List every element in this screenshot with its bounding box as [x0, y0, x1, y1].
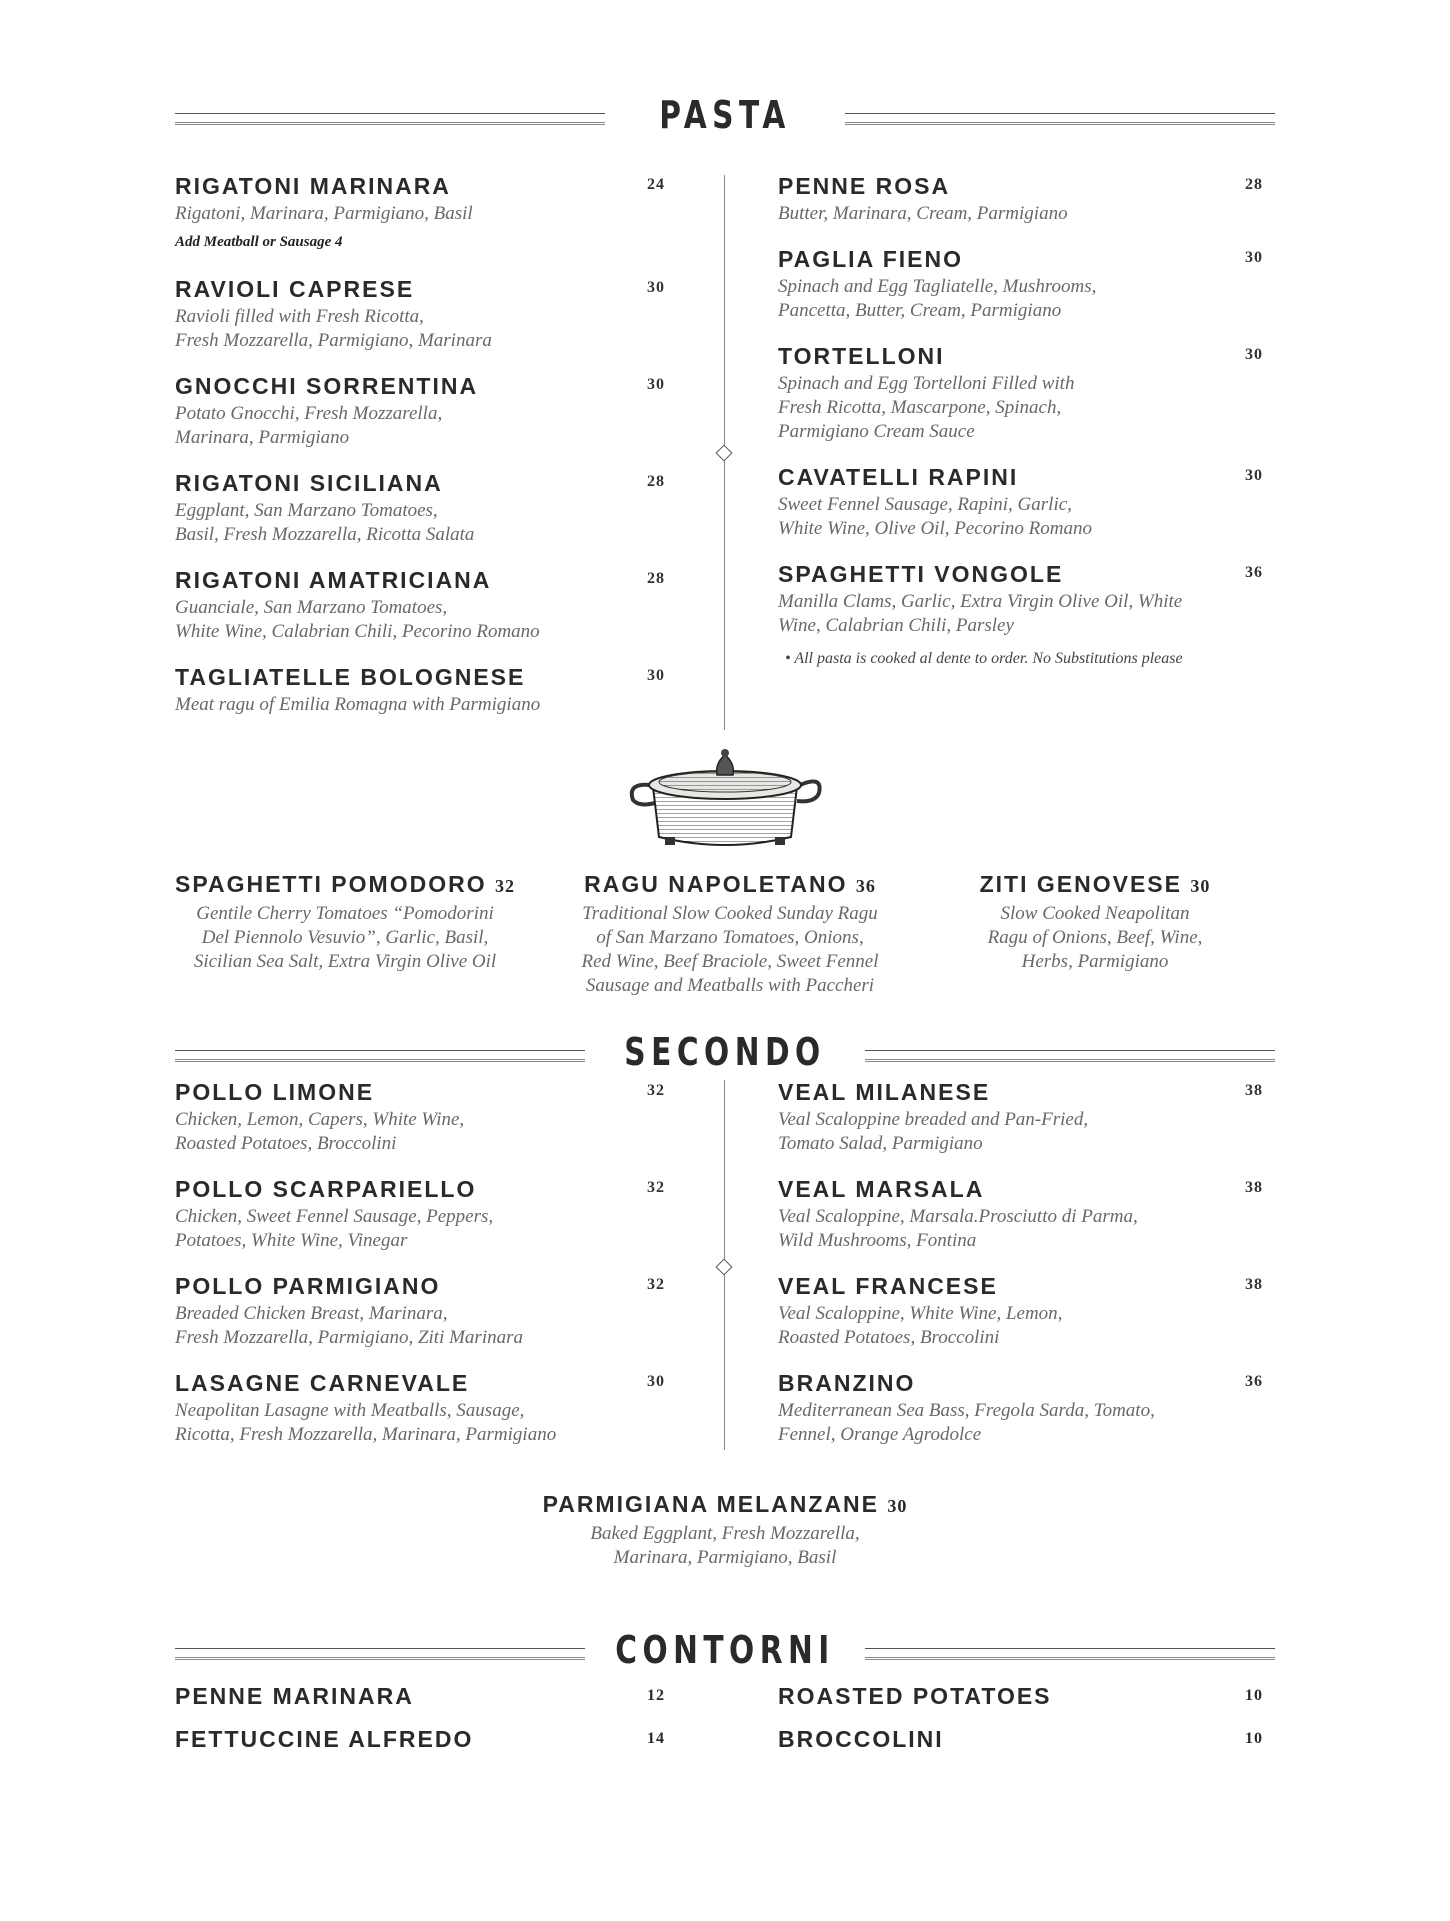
- menu-item: [175, 172, 665, 251]
- item-description: Butter, Marinara, Cream, Parmigiano: [778, 203, 1068, 224]
- item-description: Neapolitan Lasagne with Meatballs, Sausage, Ricotta, Fresh Mozzarella, Marinara, Parmigiano: [175, 1400, 557, 1445]
- item-name: PENNE MARINARA: [175, 1683, 414, 1709]
- item-description: Mediterranean Sea Bass, Fregola Sarda, Tomato, Fennel, Orange Agrodolce: [778, 1400, 1155, 1445]
- contorni-section-header: [175, 1620, 1275, 1680]
- item-name: TAGLIATELLE BOLOGNESE: [175, 664, 526, 690]
- item-name: LASAGNE CARNEVALE: [175, 1370, 470, 1396]
- item-name: ROASTED POTATOES: [778, 1683, 1052, 1709]
- item-price: 30: [647, 1373, 665, 1390]
- item-price: 36: [1245, 1373, 1263, 1390]
- item-name: VEAL MILANESE: [778, 1079, 991, 1105]
- item-description: Guanciale, San Marzano Tomatoes, White Wine, Calabrian Chili, Pecorino Romano: [175, 597, 540, 642]
- divider-diamond-ornament: [716, 445, 733, 462]
- item-description: Baked Eggplant, Fresh Mozzarella, Marinara, Parmigiano, Basil: [590, 1523, 860, 1568]
- menu-item: [175, 663, 665, 717]
- menu-item: [778, 1175, 1263, 1253]
- item-price: 30: [647, 667, 665, 684]
- secondo-section-header: [175, 1022, 1275, 1082]
- item-description: Eggplant, San Marzano Tomatoes, Basil, Fresh Mozzarella, Ricotta Salata: [175, 500, 475, 545]
- header-rule-right: [845, 113, 1275, 125]
- item-name: POLLO SCARPARIELLO: [175, 1176, 477, 1202]
- menu-item: [175, 275, 665, 353]
- side-item: [778, 1683, 1263, 1713]
- menu-item: [778, 560, 1263, 638]
- item-name: VEAL FRANCESE: [778, 1273, 998, 1299]
- section-title: SECONDO: [624, 1030, 826, 1074]
- item-name: FETTUCCINE ALFREDO: [175, 1726, 474, 1752]
- item-description: Rigatoni, Marinara, Parmigiano, Basil: [175, 203, 473, 224]
- item-description: Chicken, Sweet Fennel Sausage, Peppers, Potatoes, White Wine, Vinegar: [175, 1206, 494, 1251]
- item-price: 38: [1245, 1276, 1263, 1293]
- item-price: 28: [647, 473, 665, 490]
- item-name: CAVATELLI RAPINI: [778, 464, 1019, 490]
- item-name: GNOCCHI SORRENTINA: [175, 373, 479, 399]
- item-description: Spinach and Egg Tagliatelle, Mushrooms, Pancetta, Butter, Cream, Parmigiano: [778, 276, 1097, 321]
- item-price: 30: [887, 1496, 908, 1516]
- item-price: 32: [494, 876, 515, 896]
- menu-item: [175, 372, 665, 450]
- featured-item: [545, 870, 915, 998]
- menu-item: [175, 1272, 665, 1350]
- side-item: [175, 1726, 665, 1756]
- item-name: SPAGHETTI VONGOLE: [778, 561, 1064, 587]
- item-description: Ravioli filled with Fresh Ricotta, Fresh Mozzarella, Parmigiano, Marinara: [175, 306, 492, 351]
- menu-item: [778, 1272, 1263, 1350]
- pasta-note: • All pasta is cooked al dente to order. No Substitutions please: [785, 650, 1183, 667]
- item-name: BROCCOLINI: [778, 1726, 944, 1752]
- item-price: 30: [1190, 876, 1211, 896]
- item-price: 36: [855, 876, 876, 896]
- item-price: 14: [647, 1730, 665, 1747]
- item-price: 32: [647, 1082, 665, 1099]
- item-name: VEAL MARSALA: [778, 1176, 985, 1202]
- item-description: Breaded Chicken Breast, Marinara, Fresh Mozzarella, Parmigiano, Ziti Marinara: [175, 1303, 523, 1348]
- item-price: 32: [647, 1276, 665, 1293]
- item-name: RAVIOLI CAPRESE: [175, 276, 415, 302]
- side-item: [175, 1683, 665, 1713]
- section-title: PASTA: [659, 93, 791, 137]
- menu-item: [175, 566, 665, 644]
- item-name: POLLO LIMONE: [175, 1079, 375, 1105]
- item-description: Gentile Cherry Tomatoes “Pomodorini Del Piennolo Vesuvio”, Garlic, Basil, Sicilian Sea Salt, Extra Virgin Olive Oil: [193, 903, 497, 972]
- menu-item: [778, 463, 1263, 541]
- item-description: Traditional Slow Cooked Sunday Ragu of San Marzano Tomatoes, Onions, Red Wine, Beef Braciole, Sweet Fennel Sausage and Meatballs with Paccheri: [581, 903, 879, 996]
- pasta-section-header: [175, 85, 1275, 145]
- menu-item: [778, 172, 1263, 226]
- menu-item: [175, 1078, 665, 1156]
- item-name: PENNE ROSA: [778, 173, 951, 199]
- item-price: 38: [1245, 1082, 1263, 1099]
- item-price: 30: [647, 279, 665, 296]
- item-description: Slow Cooked Neapolitan Ragu of Onions, Beef, Wine, Herbs, Parmigiano: [987, 903, 1203, 972]
- item-name: PAGLIA FIENO: [778, 246, 963, 272]
- item-addon: Add Meatball or Sausage 4: [175, 234, 343, 250]
- item-name: PARMIGIANA MELANZANE 30: [542, 1491, 908, 1517]
- item-price: 30: [1245, 346, 1263, 363]
- menu-item: [778, 342, 1263, 444]
- item-name: SPAGHETTI POMODORO 32: [175, 871, 515, 897]
- item-name: RIGATONI AMATRICIANA: [175, 567, 492, 593]
- item-name: TORTELLONI: [778, 343, 945, 369]
- featured-item: [945, 870, 1245, 974]
- item-price: 24: [647, 176, 665, 193]
- item-description: Sweet Fennel Sausage, Rapini, Garlic, White Wine, Olive Oil, Pecorino Romano: [778, 494, 1092, 539]
- menu-item: [778, 245, 1263, 323]
- item-description: Potato Gnocchi, Fresh Mozzarella, Marinara, Parmigiano: [175, 403, 443, 448]
- item-name: RAGU NAPOLETANO 36: [584, 871, 876, 897]
- item-description: Veal Scaloppine breaded and Pan-Fried, Tomato Salad, Parmigiano: [778, 1109, 1089, 1154]
- item-price: 30: [1245, 467, 1263, 484]
- header-rule-right: [865, 1648, 1275, 1660]
- divider-diamond-ornament: [716, 1259, 733, 1276]
- item-price: 10: [1245, 1730, 1263, 1747]
- item-name: RIGATONI MARINARA: [175, 173, 451, 199]
- item-description: Meat ragu of Emilia Romagna with Parmigiano: [175, 694, 541, 715]
- item-price: 28: [647, 570, 665, 587]
- item-description: Spinach and Egg Tortelloni Filled with Fresh Ricotta, Mascarpone, Spinach, Parmigiano Cream Sauce: [778, 373, 1075, 442]
- item-name: RIGATONI SICILIANA: [175, 470, 443, 496]
- item-price: 30: [647, 376, 665, 393]
- featured-item: [475, 1490, 975, 1570]
- item-name: ZITI GENOVESE 30: [979, 871, 1211, 897]
- item-price: 32: [647, 1179, 665, 1196]
- item-name: POLLO PARMIGIANO: [175, 1273, 441, 1299]
- item-description: Veal Scaloppine, White Wine, Lemon, Roasted Potatoes, Broccolini: [778, 1303, 1063, 1348]
- item-price: 30: [1245, 249, 1263, 266]
- menu-item: [175, 1369, 665, 1447]
- cooking-pot-icon: [625, 745, 825, 855]
- item-price: 28: [1245, 176, 1263, 193]
- side-item: [778, 1726, 1263, 1756]
- item-name: BRANZINO: [778, 1370, 916, 1396]
- item-description: Chicken, Lemon, Capers, White Wine, Roasted Potatoes, Broccolini: [175, 1109, 465, 1154]
- item-description: Manilla Clams, Garlic, Extra Virgin Olive Oil, White Wine, Calabrian Chili, Parsley: [778, 591, 1183, 636]
- featured-item: [160, 870, 530, 974]
- item-price: 36: [1245, 564, 1263, 581]
- section-title: CONTORNI: [615, 1628, 835, 1672]
- menu-item: [175, 1175, 665, 1253]
- item-price: 38: [1245, 1179, 1263, 1196]
- menu-item: [778, 1078, 1263, 1156]
- header-rule-right: [865, 1050, 1275, 1062]
- item-price: 12: [647, 1687, 665, 1704]
- item-description: Veal Scaloppine, Marsala.Prosciutto di Parma, Wild Mushrooms, Fontina: [778, 1206, 1138, 1251]
- menu-item: [778, 1369, 1263, 1447]
- menu-item: [175, 469, 665, 547]
- item-price: 10: [1245, 1687, 1263, 1704]
